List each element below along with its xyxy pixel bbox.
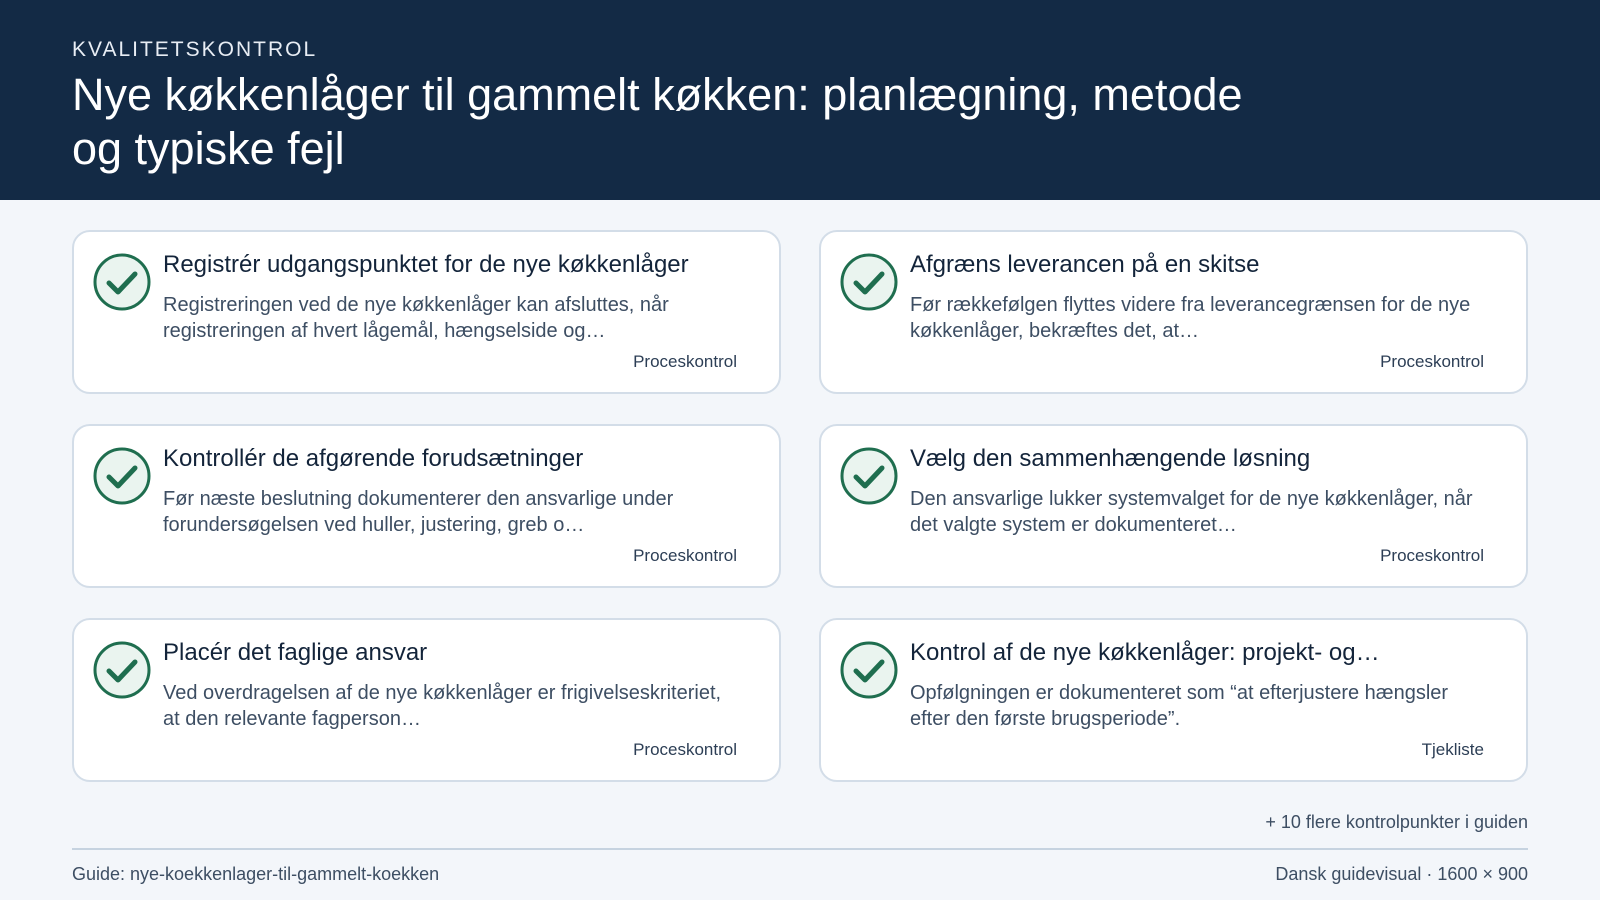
header-banner (0, 0, 1600, 200)
card-tag: Tjekliste (1421, 740, 1484, 759)
card-title: Afgræns leverancen på en skitse (910, 251, 1260, 278)
more-checkpoints-note: + 10 flere kontrolpunkter i guiden (1265, 812, 1528, 832)
checklist-card (819, 618, 1528, 782)
card-tag: Proceskontrol (633, 740, 737, 759)
check-circle-icon (839, 446, 899, 506)
card-title: Kontrollér de afgørende forudsætninger (163, 445, 584, 472)
checklist-card (72, 230, 781, 394)
card-title: Placér det faglige ansvar (163, 639, 428, 666)
check-circle-icon (839, 252, 899, 312)
checklist-card (72, 424, 781, 588)
card-title: Kontrol af de nye køkkenlåger: projekt- og… (910, 639, 1380, 666)
card-tag: Proceskontrol (633, 352, 737, 371)
card-description: Den ansvarlige lukker systemvalget for de nye køkkenlåger, når det valgte system er dokumenteret… (910, 488, 1473, 536)
checklist-card (72, 618, 781, 782)
card-tag: Proceskontrol (1380, 352, 1484, 371)
checklist-card (819, 230, 1528, 394)
eyebrow-label: KVALITETSKONTROL (72, 38, 318, 61)
card-description: Registreringen ved de nye køkkenlåger kan afsluttes, når registreringen af hvert lågemål, hængselside og… (163, 294, 669, 342)
card-description: Før rækkefølgen flyttes videre fra leverancegrænsen for de nye køkkenlåger, bekræftes det, at… (910, 294, 1471, 342)
card-tag: Proceskontrol (1380, 546, 1484, 565)
footer-guide-slug: Guide: nye-koekkenlager-til-gammelt-koekken (72, 864, 440, 884)
page-title: Nye køkkenlåger til gammelt køkken: planlægning, metode og typiske fejl (72, 69, 1243, 174)
card-description: Før næste beslutning dokumenterer den ansvarlige under forundersøgelsen ved huller, justering, greb o… (163, 488, 674, 536)
footer-divider (72, 848, 1528, 850)
check-circle-icon (839, 640, 899, 700)
card-tag: Proceskontrol (633, 546, 737, 565)
check-circle-icon (92, 640, 152, 700)
checklist-card (819, 424, 1528, 588)
card-title: Registrér udgangspunktet for de nye køkkenlåger (163, 251, 689, 278)
card-title: Vælg den sammenhængende løsning (910, 445, 1311, 472)
footer-meta: Dansk guidevisual · 1600 × 900 (1275, 864, 1528, 884)
check-circle-icon (92, 252, 152, 312)
check-circle-icon (92, 446, 152, 506)
card-description: Ved overdragelsen af de nye køkkenlåger er frigivelseskriteriet, at den relevante fagperson… (163, 682, 722, 730)
card-description: Opfølgningen er dokumenteret som “at efterjustere hængsler efter den første brugsperiode”. (910, 682, 1449, 730)
